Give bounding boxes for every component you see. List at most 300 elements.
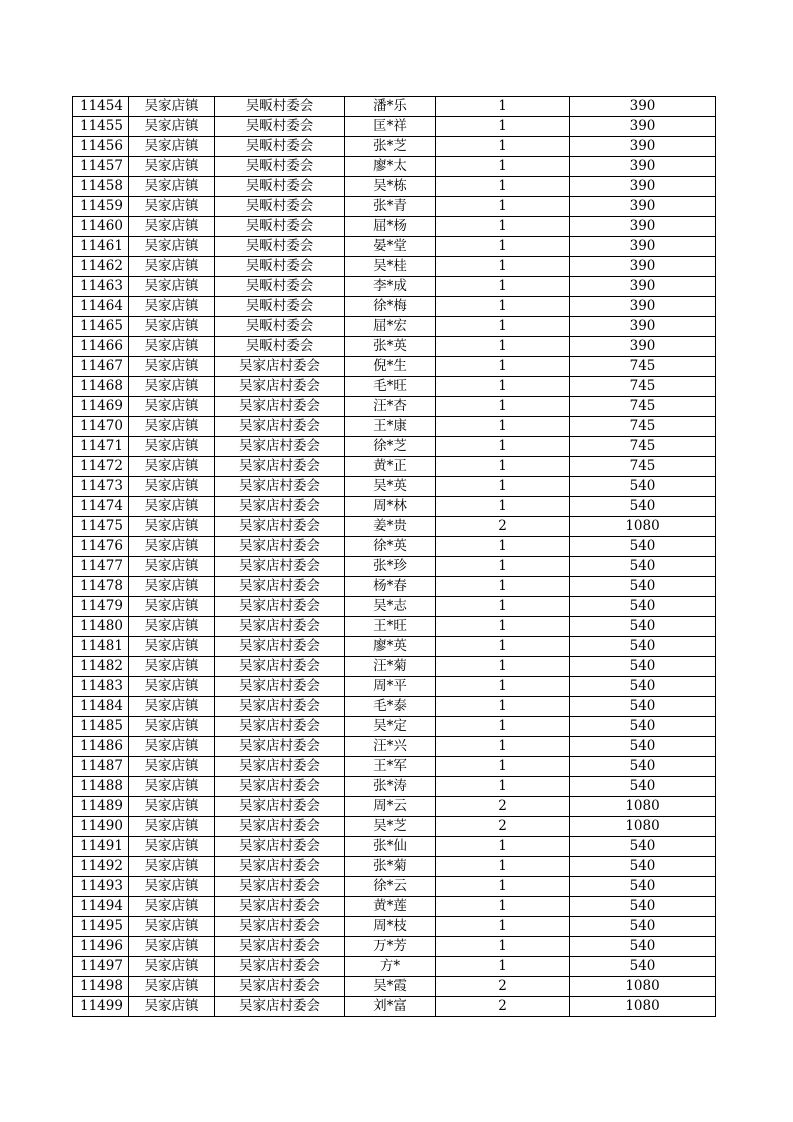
name-cell: 汪*兴 xyxy=(345,737,436,757)
name-cell: 汪*菊 xyxy=(345,657,436,677)
amount-cell: 540 xyxy=(570,937,716,957)
town-cell: 吴家店镇 xyxy=(129,177,215,197)
person-count-cell: 1 xyxy=(436,677,570,697)
table-row xyxy=(73,217,716,237)
person-count-cell: 1 xyxy=(436,657,570,677)
table-row xyxy=(73,637,716,657)
name-cell: 周*平 xyxy=(345,677,436,697)
town-cell: 吴家店镇 xyxy=(129,677,215,697)
name-cell: 王*康 xyxy=(345,417,436,437)
amount-cell: 540 xyxy=(570,697,716,717)
name-cell: 张*英 xyxy=(345,337,436,357)
person-count-cell: 1 xyxy=(436,377,570,397)
table-row xyxy=(73,897,716,917)
town-cell: 吴家店镇 xyxy=(129,637,215,657)
town-cell: 吴家店镇 xyxy=(129,777,215,797)
row-number-cell: 11463 xyxy=(73,277,129,297)
village-committee-cell: 吴家店村委会 xyxy=(215,697,345,717)
name-cell: 王*军 xyxy=(345,757,436,777)
name-cell: 徐*英 xyxy=(345,537,436,557)
row-number-cell: 11499 xyxy=(73,997,129,1017)
amount-cell: 540 xyxy=(570,497,716,517)
name-cell: 周*云 xyxy=(345,797,436,817)
town-cell: 吴家店镇 xyxy=(129,997,215,1017)
row-number-cell: 11455 xyxy=(73,117,129,137)
person-count-cell: 1 xyxy=(436,917,570,937)
name-cell: 张*珍 xyxy=(345,557,436,577)
name-cell: 倪*生 xyxy=(345,357,436,377)
amount-cell: 540 xyxy=(570,717,716,737)
person-count-cell: 1 xyxy=(436,597,570,617)
village-committee-cell: 吴畈村委会 xyxy=(215,217,345,237)
person-count-cell: 1 xyxy=(436,837,570,857)
village-committee-cell: 吴畈村委会 xyxy=(215,117,345,137)
person-count-cell: 1 xyxy=(436,397,570,417)
village-committee-cell: 吴家店村委会 xyxy=(215,997,345,1017)
town-cell: 吴家店镇 xyxy=(129,737,215,757)
town-cell: 吴家店镇 xyxy=(129,397,215,417)
village-committee-cell: 吴家店村委会 xyxy=(215,737,345,757)
town-cell: 吴家店镇 xyxy=(129,97,215,117)
name-cell: 吴*桂 xyxy=(345,257,436,277)
name-cell: 汪*杏 xyxy=(345,397,436,417)
row-number-cell: 11481 xyxy=(73,637,129,657)
name-cell: 廖*太 xyxy=(345,157,436,177)
town-cell: 吴家店镇 xyxy=(129,117,215,137)
row-number-cell: 11493 xyxy=(73,877,129,897)
row-number-cell: 11480 xyxy=(73,617,129,637)
name-cell: 匡*祥 xyxy=(345,117,436,137)
person-count-cell: 1 xyxy=(436,937,570,957)
row-number-cell: 11498 xyxy=(73,977,129,997)
town-cell: 吴家店镇 xyxy=(129,357,215,377)
row-number-cell: 11473 xyxy=(73,477,129,497)
row-number-cell: 11474 xyxy=(73,497,129,517)
person-count-cell: 1 xyxy=(436,957,570,977)
amount-cell: 745 xyxy=(570,397,716,417)
row-number-cell: 11458 xyxy=(73,177,129,197)
amount-cell: 540 xyxy=(570,757,716,777)
town-cell: 吴家店镇 xyxy=(129,597,215,617)
amount-cell: 540 xyxy=(570,657,716,677)
town-cell: 吴家店镇 xyxy=(129,257,215,277)
table-row xyxy=(73,697,716,717)
village-committee-cell: 吴畈村委会 xyxy=(215,277,345,297)
village-committee-cell: 吴畈村委会 xyxy=(215,137,345,157)
row-number-cell: 11469 xyxy=(73,397,129,417)
town-cell: 吴家店镇 xyxy=(129,217,215,237)
name-cell: 毛*旺 xyxy=(345,377,436,397)
name-cell: 吴*英 xyxy=(345,477,436,497)
town-cell: 吴家店镇 xyxy=(129,457,215,477)
person-count-cell: 1 xyxy=(436,277,570,297)
table-row xyxy=(73,937,716,957)
person-count-cell: 1 xyxy=(436,337,570,357)
table-row xyxy=(73,877,716,897)
name-cell: 刘*富 xyxy=(345,997,436,1017)
row-number-cell: 11472 xyxy=(73,457,129,477)
table-row xyxy=(73,457,716,477)
village-committee-cell: 吴家店村委会 xyxy=(215,517,345,537)
village-committee-cell: 吴畈村委会 xyxy=(215,257,345,277)
amount-cell: 1080 xyxy=(570,997,716,1017)
village-committee-cell: 吴畈村委会 xyxy=(215,317,345,337)
amount-cell: 390 xyxy=(570,217,716,237)
amount-cell: 390 xyxy=(570,117,716,137)
name-cell: 黄*莲 xyxy=(345,897,436,917)
table-row xyxy=(73,417,716,437)
person-count-cell: 1 xyxy=(436,897,570,917)
town-cell: 吴家店镇 xyxy=(129,237,215,257)
row-number-cell: 11482 xyxy=(73,657,129,677)
person-count-cell: 1 xyxy=(436,357,570,377)
town-cell: 吴家店镇 xyxy=(129,437,215,457)
amount-cell: 390 xyxy=(570,137,716,157)
table-row xyxy=(73,837,716,857)
table-row xyxy=(73,257,716,277)
row-number-cell: 11479 xyxy=(73,597,129,617)
town-cell: 吴家店镇 xyxy=(129,517,215,537)
table-row xyxy=(73,537,716,557)
row-number-cell: 11460 xyxy=(73,217,129,237)
amount-cell: 540 xyxy=(570,777,716,797)
amount-cell: 390 xyxy=(570,97,716,117)
town-cell: 吴家店镇 xyxy=(129,317,215,337)
row-number-cell: 11495 xyxy=(73,917,129,937)
name-cell: 张*青 xyxy=(345,197,436,217)
table-row xyxy=(73,577,716,597)
village-committee-cell: 吴家店村委会 xyxy=(215,717,345,737)
town-cell: 吴家店镇 xyxy=(129,377,215,397)
village-committee-cell: 吴家店村委会 xyxy=(215,477,345,497)
row-number-cell: 11462 xyxy=(73,257,129,277)
town-cell: 吴家店镇 xyxy=(129,577,215,597)
name-cell: 屈*杨 xyxy=(345,217,436,237)
row-number-cell: 11478 xyxy=(73,577,129,597)
name-cell: 吴*霞 xyxy=(345,977,436,997)
town-cell: 吴家店镇 xyxy=(129,477,215,497)
person-count-cell: 1 xyxy=(436,777,570,797)
name-cell: 李*成 xyxy=(345,277,436,297)
village-committee-cell: 吴家店村委会 xyxy=(215,877,345,897)
table-row xyxy=(73,657,716,677)
table-row xyxy=(73,497,716,517)
table-row xyxy=(73,437,716,457)
town-cell: 吴家店镇 xyxy=(129,977,215,997)
row-number-cell: 11496 xyxy=(73,937,129,957)
table-row xyxy=(73,997,716,1017)
person-count-cell: 2 xyxy=(436,817,570,837)
table-body xyxy=(73,97,716,1017)
person-count-cell: 1 xyxy=(436,637,570,657)
name-cell: 周*林 xyxy=(345,497,436,517)
row-number-cell: 11475 xyxy=(73,517,129,537)
village-committee-cell: 吴家店村委会 xyxy=(215,757,345,777)
table-row xyxy=(73,977,716,997)
name-cell: 周*枝 xyxy=(345,917,436,937)
row-number-cell: 11468 xyxy=(73,377,129,397)
person-count-cell: 1 xyxy=(436,117,570,137)
row-number-cell: 11484 xyxy=(73,697,129,717)
amount-cell: 1080 xyxy=(570,817,716,837)
row-number-cell: 11476 xyxy=(73,537,129,557)
name-cell: 吴*栋 xyxy=(345,177,436,197)
village-committee-cell: 吴家店村委会 xyxy=(215,597,345,617)
name-cell: 徐*芝 xyxy=(345,437,436,457)
village-committee-cell: 吴畈村委会 xyxy=(215,337,345,357)
table-row xyxy=(73,617,716,637)
village-committee-cell: 吴家店村委会 xyxy=(215,837,345,857)
table-row xyxy=(73,197,716,217)
village-committee-cell: 吴畈村委会 xyxy=(215,197,345,217)
row-number-cell: 11497 xyxy=(73,957,129,977)
amount-cell: 745 xyxy=(570,457,716,477)
person-count-cell: 1 xyxy=(436,417,570,437)
table-row xyxy=(73,917,716,937)
row-number-cell: 11471 xyxy=(73,437,129,457)
town-cell: 吴家店镇 xyxy=(129,197,215,217)
amount-cell: 390 xyxy=(570,257,716,277)
table-row xyxy=(73,957,716,977)
village-committee-cell: 吴家店村委会 xyxy=(215,437,345,457)
table-row xyxy=(73,337,716,357)
person-count-cell: 1 xyxy=(436,237,570,257)
person-count-cell: 1 xyxy=(436,877,570,897)
person-count-cell: 1 xyxy=(436,557,570,577)
amount-cell: 1080 xyxy=(570,517,716,537)
name-cell: 毛*泰 xyxy=(345,697,436,717)
row-number-cell: 11457 xyxy=(73,157,129,177)
row-number-cell: 11492 xyxy=(73,857,129,877)
town-cell: 吴家店镇 xyxy=(129,277,215,297)
village-committee-cell: 吴家店村委会 xyxy=(215,397,345,417)
village-committee-cell: 吴畈村委会 xyxy=(215,177,345,197)
village-committee-cell: 吴家店村委会 xyxy=(215,377,345,397)
person-count-cell: 1 xyxy=(436,97,570,117)
name-cell: 万*芳 xyxy=(345,937,436,957)
village-committee-cell: 吴家店村委会 xyxy=(215,657,345,677)
person-count-cell: 1 xyxy=(436,177,570,197)
amount-cell: 540 xyxy=(570,577,716,597)
name-cell: 张*芝 xyxy=(345,137,436,157)
table-row xyxy=(73,477,716,497)
person-count-cell: 2 xyxy=(436,977,570,997)
name-cell: 吴*芝 xyxy=(345,817,436,837)
row-number-cell: 11466 xyxy=(73,337,129,357)
amount-cell: 540 xyxy=(570,617,716,637)
table-row xyxy=(73,857,716,877)
village-committee-cell: 吴家店村委会 xyxy=(215,457,345,477)
row-number-cell: 11467 xyxy=(73,357,129,377)
table-row xyxy=(73,277,716,297)
amount-cell: 390 xyxy=(570,237,716,257)
village-committee-cell: 吴畈村委会 xyxy=(215,297,345,317)
village-committee-cell: 吴家店村委会 xyxy=(215,637,345,657)
name-cell: 徐*梅 xyxy=(345,297,436,317)
row-number-cell: 11454 xyxy=(73,97,129,117)
amount-cell: 540 xyxy=(570,677,716,697)
village-committee-cell: 吴畈村委会 xyxy=(215,237,345,257)
name-cell: 王*旺 xyxy=(345,617,436,637)
table-row xyxy=(73,757,716,777)
village-committee-cell: 吴家店村委会 xyxy=(215,897,345,917)
town-cell: 吴家店镇 xyxy=(129,877,215,897)
amount-cell: 540 xyxy=(570,877,716,897)
town-cell: 吴家店镇 xyxy=(129,137,215,157)
amount-cell: 540 xyxy=(570,737,716,757)
table-row xyxy=(73,817,716,837)
table-row xyxy=(73,397,716,417)
town-cell: 吴家店镇 xyxy=(129,417,215,437)
name-cell: 黄*正 xyxy=(345,457,436,477)
name-cell: 张*菊 xyxy=(345,857,436,877)
town-cell: 吴家店镇 xyxy=(129,817,215,837)
town-cell: 吴家店镇 xyxy=(129,657,215,677)
amount-cell: 540 xyxy=(570,597,716,617)
row-number-cell: 11459 xyxy=(73,197,129,217)
person-count-cell: 1 xyxy=(436,437,570,457)
town-cell: 吴家店镇 xyxy=(129,697,215,717)
town-cell: 吴家店镇 xyxy=(129,337,215,357)
person-count-cell: 1 xyxy=(436,497,570,517)
table-row xyxy=(73,797,716,817)
row-number-cell: 11464 xyxy=(73,297,129,317)
amount-cell: 540 xyxy=(570,477,716,497)
table-row xyxy=(73,777,716,797)
town-cell: 吴家店镇 xyxy=(129,857,215,877)
row-number-cell: 11489 xyxy=(73,797,129,817)
amount-cell: 540 xyxy=(570,837,716,857)
person-count-cell: 1 xyxy=(436,157,570,177)
row-number-cell: 11487 xyxy=(73,757,129,777)
amount-cell: 540 xyxy=(570,957,716,977)
town-cell: 吴家店镇 xyxy=(129,757,215,777)
row-number-cell: 11477 xyxy=(73,557,129,577)
village-committee-cell: 吴家店村委会 xyxy=(215,497,345,517)
village-committee-cell: 吴家店村委会 xyxy=(215,577,345,597)
person-count-cell: 1 xyxy=(436,717,570,737)
person-count-cell: 2 xyxy=(436,797,570,817)
amount-cell: 540 xyxy=(570,917,716,937)
table-row xyxy=(73,177,716,197)
table-row xyxy=(73,517,716,537)
amount-cell: 745 xyxy=(570,357,716,377)
village-committee-cell: 吴家店村委会 xyxy=(215,417,345,437)
village-committee-cell: 吴家店村委会 xyxy=(215,957,345,977)
table-row xyxy=(73,597,716,617)
row-number-cell: 11490 xyxy=(73,817,129,837)
name-cell: 晏*堂 xyxy=(345,237,436,257)
town-cell: 吴家店镇 xyxy=(129,497,215,517)
person-count-cell: 1 xyxy=(436,857,570,877)
amount-cell: 390 xyxy=(570,317,716,337)
table-row xyxy=(73,157,716,177)
village-committee-cell: 吴家店村委会 xyxy=(215,797,345,817)
person-count-cell: 1 xyxy=(436,737,570,757)
row-number-cell: 11465 xyxy=(73,317,129,337)
town-cell: 吴家店镇 xyxy=(129,717,215,737)
village-committee-cell: 吴家店村委会 xyxy=(215,537,345,557)
village-committee-cell: 吴家店村委会 xyxy=(215,817,345,837)
town-cell: 吴家店镇 xyxy=(129,957,215,977)
name-cell: 张*仙 xyxy=(345,837,436,857)
row-number-cell: 11488 xyxy=(73,777,129,797)
row-number-cell: 11491 xyxy=(73,837,129,857)
village-committee-cell: 吴家店村委会 xyxy=(215,677,345,697)
village-committee-cell: 吴家店村委会 xyxy=(215,777,345,797)
village-committee-cell: 吴家店村委会 xyxy=(215,977,345,997)
person-count-cell: 1 xyxy=(436,477,570,497)
amount-cell: 390 xyxy=(570,157,716,177)
amount-cell: 540 xyxy=(570,637,716,657)
village-committee-cell: 吴家店村委会 xyxy=(215,357,345,377)
amount-cell: 745 xyxy=(570,417,716,437)
table-row xyxy=(73,97,716,117)
table-row xyxy=(73,717,716,737)
amount-cell: 540 xyxy=(570,537,716,557)
village-committee-cell: 吴畈村委会 xyxy=(215,97,345,117)
row-number-cell: 11456 xyxy=(73,137,129,157)
row-number-cell: 11461 xyxy=(73,237,129,257)
table-row xyxy=(73,317,716,337)
town-cell: 吴家店镇 xyxy=(129,557,215,577)
table-row xyxy=(73,737,716,757)
amount-cell: 390 xyxy=(570,337,716,357)
person-count-cell: 1 xyxy=(436,137,570,157)
row-number-cell: 11486 xyxy=(73,737,129,757)
amount-cell: 390 xyxy=(570,277,716,297)
amount-cell: 745 xyxy=(570,437,716,457)
amount-cell: 540 xyxy=(570,897,716,917)
name-cell: 吴*定 xyxy=(345,717,436,737)
row-number-cell: 11494 xyxy=(73,897,129,917)
person-count-cell: 1 xyxy=(436,617,570,637)
table-row xyxy=(73,357,716,377)
person-count-cell: 1 xyxy=(436,697,570,717)
person-count-cell: 1 xyxy=(436,577,570,597)
person-count-cell: 2 xyxy=(436,997,570,1017)
name-cell: 杨*春 xyxy=(345,577,436,597)
village-committee-cell: 吴家店村委会 xyxy=(215,857,345,877)
table-row xyxy=(73,557,716,577)
village-committee-cell: 吴家店村委会 xyxy=(215,617,345,637)
town-cell: 吴家店镇 xyxy=(129,297,215,317)
town-cell: 吴家店镇 xyxy=(129,797,215,817)
name-cell: 屈*宏 xyxy=(345,317,436,337)
table-row xyxy=(73,137,716,157)
name-cell: 方* xyxy=(345,957,436,977)
person-count-cell: 1 xyxy=(436,197,570,217)
person-count-cell: 1 xyxy=(436,757,570,777)
name-cell: 姜*贵 xyxy=(345,517,436,537)
name-cell: 吴*志 xyxy=(345,597,436,617)
town-cell: 吴家店镇 xyxy=(129,157,215,177)
name-cell: 徐*云 xyxy=(345,877,436,897)
amount-cell: 540 xyxy=(570,557,716,577)
person-count-cell: 1 xyxy=(436,317,570,337)
town-cell: 吴家店镇 xyxy=(129,837,215,857)
town-cell: 吴家店镇 xyxy=(129,617,215,637)
person-count-cell: 2 xyxy=(436,517,570,537)
person-count-cell: 1 xyxy=(436,537,570,557)
amount-cell: 1080 xyxy=(570,977,716,997)
amount-cell: 540 xyxy=(570,857,716,877)
person-count-cell: 1 xyxy=(436,297,570,317)
amount-cell: 745 xyxy=(570,377,716,397)
village-committee-cell: 吴家店村委会 xyxy=(215,557,345,577)
row-number-cell: 11483 xyxy=(73,677,129,697)
table-row xyxy=(73,237,716,257)
